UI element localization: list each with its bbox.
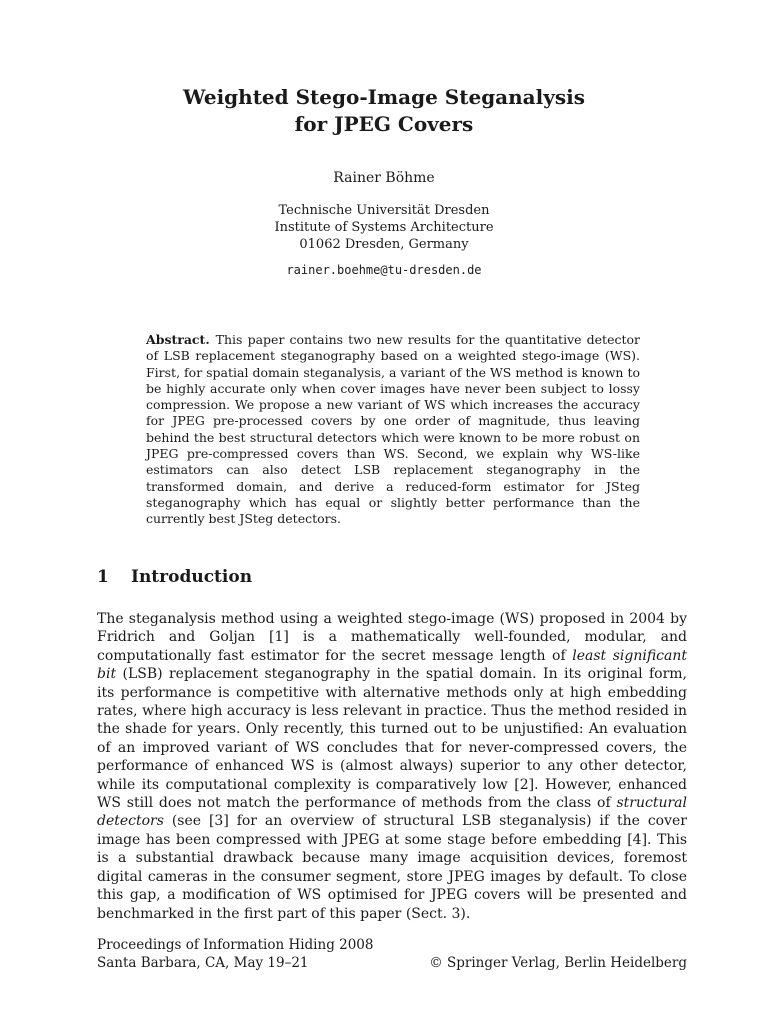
affiliation-address: 01062 Dresden, Germany [299,237,469,252]
abstract-text: This paper contains two new results for the quantitative detector of LSB replacement steganography based on a weighted stego-image (WS). First, for spatial domain steganalysis, a variant of the WS method is known to be highly accurate only when cover images have never been subject to lossy compression. We propose a new variant of WS which increases the accuracy for JPEG pre-processed covers by one order of magnitude, thus leaving behind the best structural detectors which were known to be more robust on JPEG pre-compressed covers than WS. Second, we explain why WS-like estimators can also detect LSB replacement steganography in the transformed domain, and derive a reduced-form estimator for JSteg steganography which has equal or slightly better performance than the currently best JSteg detectors. [146,332,640,527]
section-number: 1 [97,567,109,587]
footer-location: Santa Barbara, CA, May 19–21 [97,955,309,971]
section-title: Introduction [131,567,253,587]
abstract [146,332,640,528]
footer-proceedings: Proceedings of Information Hiding 2008 [97,937,374,953]
author-name: Rainer Böhme [333,170,435,186]
paper-title-line-1: Weighted Stego-Image Steganalysis [183,85,585,109]
intro-text-part-2: (LSB) replacement steganography in the spatial domain. In its original form, its performance is competitive with alternative methods only at high embedding rates, where high accuracy is less relevant in practice. Thus the method resided in the shade for years. Only recently, this turned out to be unjustified: An evaluation of an improved variant of WS concludes that for never-compressed covers, the performance of enhanced WS is (almost always) superior to any other detector, while its computational complexity is comparatively low [2]. However, enhanced WS still does not match the performance of methods from the class of [97,666,687,812]
affiliation-university: Technische Universität Dresden [278,203,490,218]
intro-text-part-3: (see [3] for an overview of structural LSB steganalysis) if the cover image has been compressed with JPEG at some stage before embedding [4]. This is a substantial drawback because many image acquisition devices, foremost digital cameras in the consumer segment, store JPEG images by default. To close this gap, a modification of WS optimised for JPEG covers will be presented and benchmarked in the first part of this paper (Sect. 3). [97,813,687,922]
author-email: rainer.boehme@tu-dresden.de [286,263,482,277]
footer-copyright: © Springer Verlag, Berlin Heidelberg [429,955,687,971]
section-heading [97,566,252,588]
intro-emphasis-structural: structural detectors [97,795,687,830]
abstract-heading: Abstract. [146,332,210,347]
intro-text-part-1: The steganalysis method using a weighted stego-image (WS) proposed in 2004 by Fridrich and Goljan [1] is a mathematically well-founded, modular, and computationally fast estimator for the secret message length of [97,611,687,664]
affiliation-institute: Institute of Systems Architecture [274,220,494,235]
intro-emphasis-lsb: least significant bit [97,647,687,683]
paper-title-line-2: for JPEG Covers [294,112,474,136]
introduction-paragraph [97,610,687,923]
